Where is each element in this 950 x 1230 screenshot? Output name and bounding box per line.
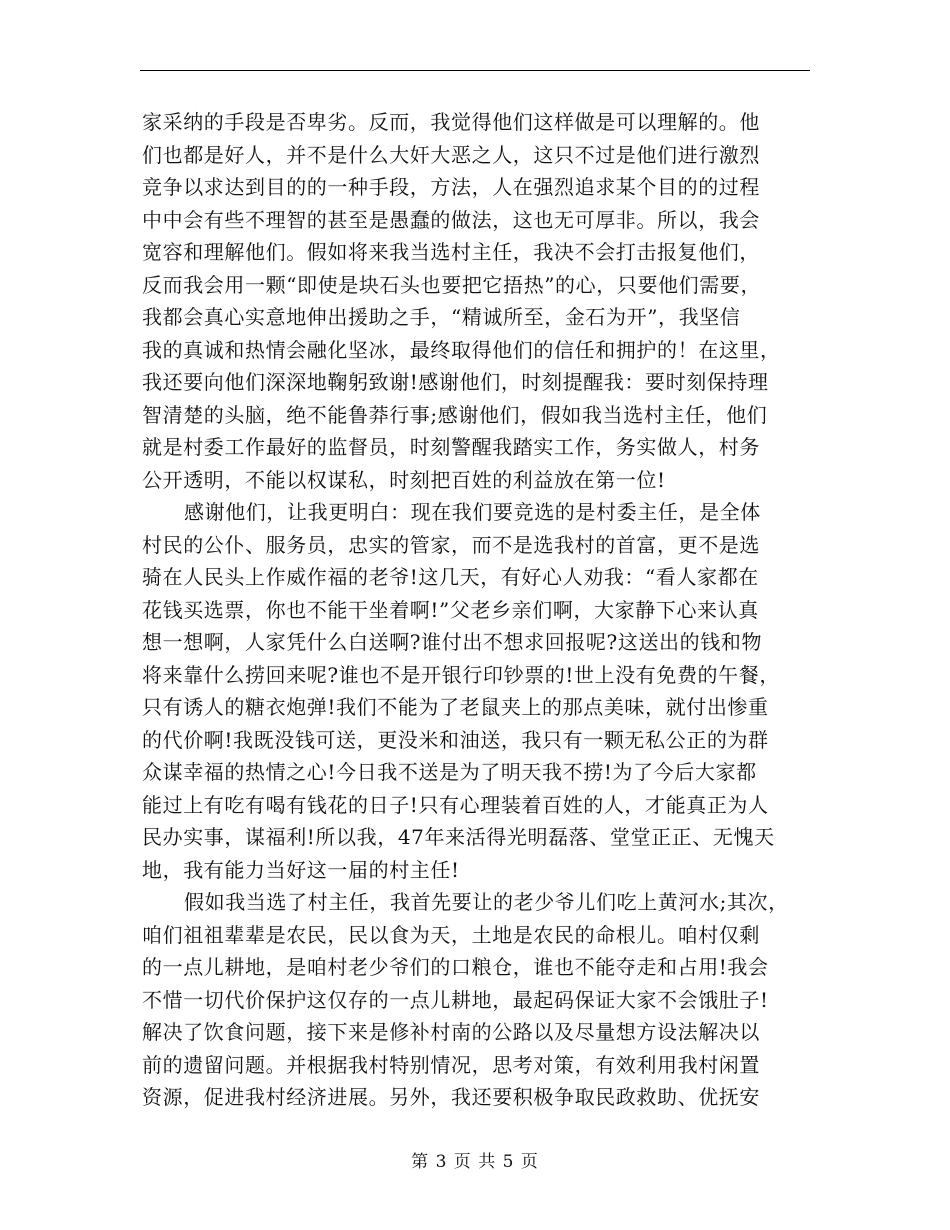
text-line: 地，我有能力当好这一届的村主任! — [142, 857, 460, 882]
text-line: 众谋幸福的热情之心!今日我不送是为了明天我不捞!为了今后大家都 — [142, 760, 757, 784]
text-line: 反而我会用一颗“即使是块石头也要把它捂热”的心，只要他们需要， — [142, 272, 762, 297]
page-number: 第 3 页 共 5 页 — [411, 1152, 539, 1172]
paragraph-first-line: 假如我当选了村主任，我首先要让的老少爷儿们吃上黄河水;其次， — [184, 890, 789, 914]
text-line: 竞争以求达到目的的一种手段，方法，人在强烈追求某个目的的过程 — [142, 175, 760, 199]
text-line: 只有诱人的糖衣炮弹!我们不能为了老鼠夹上的那点美味，就付出惨重 — [142, 695, 769, 719]
text-line: 我都会真心实意地伸出援助之手，“精诚所至，金石为开”，我坚信 — [142, 305, 741, 329]
text-line: 花钱买选票，你也不能干坐着啊!”父老乡亲们啊，大家静下心来认真 — [142, 597, 759, 622]
text-line: 资源，促进我村经济进展。另外，我还要积极争取民政救助、优抚安 — [142, 1085, 760, 1109]
text-line: 能过上有吃有喝有钱花的日子!只有心理装着百姓的人，才能真正为人 — [142, 792, 769, 817]
text-line: 将来靠什么捞回来呢?谁也不是开银行印钞票的!世上没有免费的午餐， — [142, 662, 780, 687]
text-line: 智清楚的头脑，绝不能鲁莽行事;感谢他们，假如我当选村主任，他们 — [142, 402, 768, 427]
text-line: 不惜一切代价保护这仅存的一点儿耕地，最起码保证大家不会饿肚子! — [142, 987, 769, 1012]
text-line: 民办实事，谋福利!所以我，47年来活得光明磊落、堂堂正正、无愧天 — [142, 825, 775, 849]
text-line: 咱们祖祖辈辈是农民，民以食为天，土地是农民的命根儿。咱村仅剩 — [142, 922, 760, 947]
text-line: 我还要向他们深深地鞠躬致谢!感谢他们，时刻提醒我：要时刻保持理 — [142, 370, 769, 394]
text-line: 公开透明，不能以权谋私，时刻把百姓的利益放在第一位! — [142, 467, 666, 492]
text-line: 家采纳的手段是否卑劣。反而，我觉得他们这样做是可以理解的。他 — [142, 110, 760, 134]
text-line: 就是村委工作最好的监督员，时刻警醒我踏实工作，务实做人，村务 — [142, 435, 760, 459]
document-body — [142, 106, 822, 1114]
text-line: 的一点儿耕地，是咱村老少爷们的口粮仓，谁也不能夺走和占用!我会 — [142, 955, 769, 979]
text-line: 们也都是好人，并不是什么大奸大恶之人，这只不过是他们进行激烈 — [142, 142, 760, 167]
text-line: 前的遗留问题。并根据我村特别情况，思考对策，有效利用我村闲置 — [142, 1052, 760, 1077]
text-line: 中中会有些不理智的甚至是愚蠢的做法，这也无可厚非。所以，我会 — [142, 207, 760, 232]
text-line: 想一想啊，人家凭什么白送啊?谁付出不想求回报呢?这送出的钱和物 — [142, 630, 763, 654]
header-rule — [140, 70, 810, 71]
text-line: 骑在人民头上作威作福的老爷!这几天，有好心人劝我：“看人家都在 — [142, 565, 759, 589]
text-line: 的代价啊!我既没钱可送，更没米和油送，我只有一颗无私公正的为群 — [142, 727, 769, 752]
text-line: 宽容和理解他们。假如将来我当选村主任，我决不会打击报复他们， — [142, 240, 760, 264]
text-line: 我的真诚和热情会融化坚冰，最终取得他们的信任和拥护的！在这里， — [142, 337, 781, 362]
paragraph-first-line: 感谢他们，让我更明白：现在我们要竞选的是村委主任，是全体 — [184, 500, 761, 524]
text-line: 村民的公仆、服务员，忠实的管家，而不是选我村的首富，更不是选 — [142, 532, 760, 557]
text-line: 解决了饮食问题，接下来是修补村南的公路以及尽量想方设法解决以 — [142, 1020, 760, 1044]
